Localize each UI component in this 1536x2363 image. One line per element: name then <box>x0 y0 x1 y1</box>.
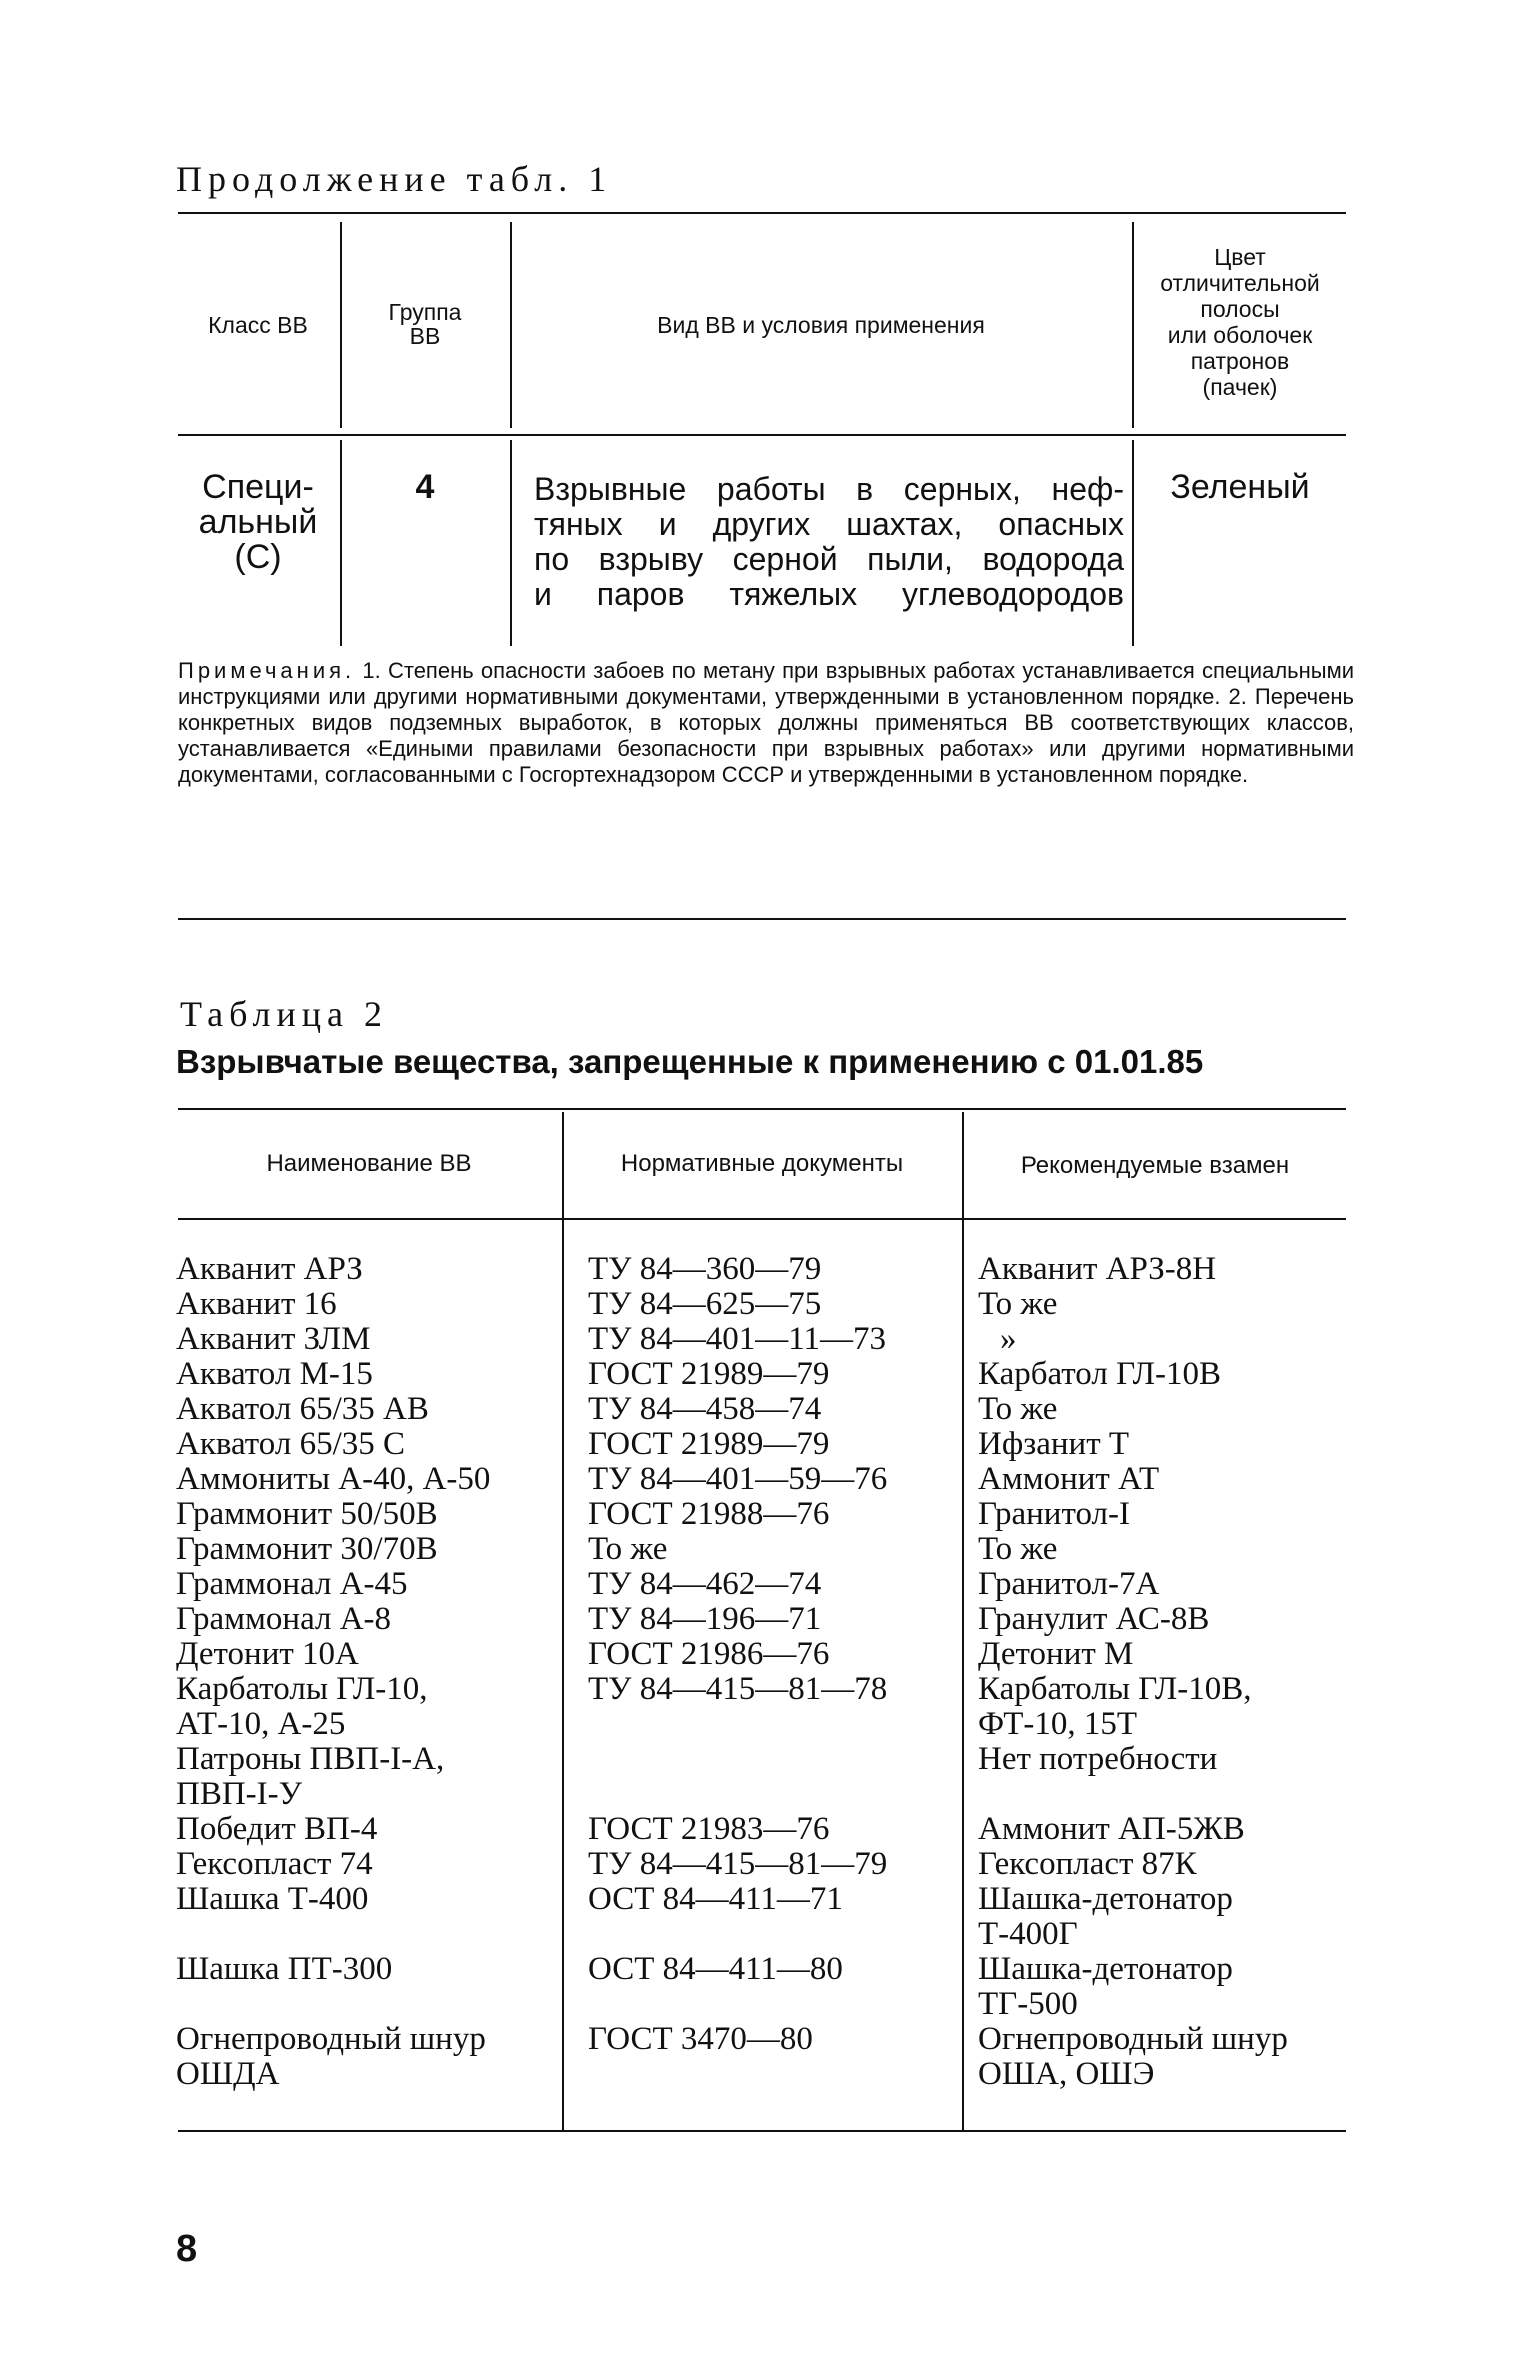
table2-doc-cell <box>588 1777 958 1812</box>
table2-replacement-cell: Аммонит АТ <box>978 1461 1160 1497</box>
table2-name-cell: ОШДА <box>176 2056 280 2092</box>
table1-header-kind: Вид ВВ и условия применения <box>657 312 985 338</box>
table1-header-rule <box>178 434 1346 436</box>
table2-name-cell: Аммониты А-40, А-50 <box>176 1461 491 1497</box>
table2-doc-cell: ТУ 84—401—11—73 <box>588 1321 887 1357</box>
table2-name-cell: Граммонал А-8 <box>176 1601 392 1637</box>
table1-cell-class <box>178 470 338 575</box>
table2-name-cell: Детонит 10А <box>176 1636 359 1672</box>
table1-header-group-line2: ВВ <box>409 323 441 349</box>
table2-name-cell <box>176 1987 556 2022</box>
table1-cell-color: Зеленый <box>1170 468 1310 506</box>
table2-name-cell: Огнепроводный шнур <box>176 2021 486 2057</box>
table1-header-color-line: полосы <box>1200 296 1280 322</box>
table2-replacement-cell: Гексопласт 87К <box>978 1846 1197 1882</box>
table2-replacement-cell: То же <box>978 1391 1058 1427</box>
table2-name-cell: Акватол 65/35 С <box>176 1426 406 1462</box>
table1-header-color-line: отличительной <box>1160 270 1320 296</box>
table2-name-cell: Акватол М-15 <box>176 1356 373 1392</box>
table2-doc-cell <box>588 1917 958 1952</box>
table1-cell-kind-line: Взрывные работы в серных, неф- <box>534 471 1124 507</box>
table2-doc-cell: То же <box>588 1531 668 1567</box>
table2-column-docs <box>588 1252 958 2092</box>
table2-replacement-cell: Ифзанит Т <box>978 1426 1130 1462</box>
table2-top-rule <box>178 1108 1346 1110</box>
table2-replacement-cell: Гранитол-7А <box>978 1566 1160 1602</box>
table1-header-color-line: патронов <box>1190 348 1290 374</box>
table2-name-cell: Шашка Т-400 <box>176 1881 369 1917</box>
table2-name-cell: Акванит АРЗ <box>176 1251 363 1287</box>
table2-doc-cell: ТУ 84—415—81—79 <box>588 1846 888 1882</box>
table2-replacement-cell: Гранитол-I <box>978 1496 1130 1532</box>
table2-doc-cell: ОСТ 84—411—80 <box>588 1951 843 1987</box>
table2-doc-cell: ТУ 84—196—71 <box>588 1601 822 1637</box>
table2-doc-cell: ГОСТ 21989—79 <box>588 1356 830 1392</box>
table1-cell-kind-line: тяных и других шахтах, опасных <box>534 506 1124 542</box>
table1-cell-kind-line: по взрыву серной пыли, водорода <box>534 541 1124 577</box>
table2-replacement-cell: Детонит М <box>978 1636 1134 1672</box>
table2-doc-cell: ГОСТ 21986—76 <box>588 1636 830 1672</box>
table2-doc-cell: ГОСТ 21983—76 <box>588 1811 830 1847</box>
table2-doc-cell: ТУ 84—401—59—76 <box>588 1461 888 1497</box>
table2-name-cell: ПВП-I-У <box>176 1776 303 1812</box>
table2-name-cell: Акванит ЗЛМ <box>176 1321 371 1357</box>
table2-name-cell: Граммонит 50/50В <box>176 1496 438 1532</box>
table2-doc-cell: ТУ 84—458—74 <box>588 1391 822 1427</box>
table1-header-group <box>342 300 508 348</box>
table2-replacement-cell: ФТ-10, 15Т <box>978 1706 1138 1742</box>
table2-name-cell: Гексопласт 74 <box>176 1846 373 1882</box>
table1-header-color-line: Цвет <box>1214 244 1266 270</box>
table2-col-divider-1 <box>562 1112 564 2130</box>
table2-title: Взрывчатые вещества, запрещенные к применению с 01.01.85 <box>176 1043 1204 1080</box>
table2-header-replacement: Рекомендуемые взамен <box>1020 1152 1290 1179</box>
table2-replacement-cell: Гранулит АС-8В <box>978 1601 1210 1637</box>
table1-caption: Продолжение табл. 1 <box>176 159 613 199</box>
table2-replacement-cell: Карбатолы ГЛ-10В, <box>978 1671 1252 1707</box>
table2-doc-cell <box>588 1742 958 1777</box>
table2-replacement-cell: » <box>1000 1321 1017 1357</box>
table2-replacement-cell: Шашка-детонатор <box>978 1951 1233 1987</box>
table2-name-cell: АТ-10, А-25 <box>176 1706 346 1742</box>
table2-replacement-cell: То же <box>978 1286 1058 1322</box>
notes-bottom-rule <box>178 918 1346 920</box>
table2-name-cell: Шашка ПТ-300 <box>176 1951 393 1987</box>
table2-doc-cell: ГОСТ 21988—76 <box>588 1496 830 1532</box>
table2-doc-cell: ТУ 84—625—75 <box>588 1286 822 1322</box>
table2-replacement-cell: ОША, ОШЭ <box>978 2056 1155 2092</box>
table2-doc-cell: ТУ 84—360—79 <box>588 1251 822 1287</box>
table2-replacement-cell: ТГ-500 <box>978 1986 1078 2022</box>
table2-replacement-cell: Аммонит АП-5ЖВ <box>978 1811 1245 1847</box>
table1-header-color-line: или оболочек <box>1167 322 1313 348</box>
table2-doc-cell <box>588 2057 958 2092</box>
table2-replacement-cell <box>978 1777 1344 1812</box>
table1-cell-group: 4 <box>415 468 435 506</box>
table2-replacement-cell: То же <box>978 1531 1058 1567</box>
table1-header-color-line: (пачек) <box>1202 374 1278 400</box>
page-number: 8 <box>176 2228 198 2270</box>
table2-replacement-cell: Карбатол ГЛ-10В <box>978 1356 1222 1392</box>
table1-header-group-line1: Группа <box>388 299 462 325</box>
table2-doc-cell: ТУ 84—415—81—78 <box>588 1671 888 1707</box>
table2-name-cell: Акванит 16 <box>176 1286 337 1322</box>
table2-replacement-cell: Огнепроводный шнур <box>978 2021 1288 2057</box>
table2-header-rule <box>178 1218 1346 1220</box>
table2-doc-cell <box>588 1987 958 2022</box>
table2-doc-cell: ГОСТ 3470—80 <box>588 2021 813 2057</box>
table1-cell-kind <box>534 472 1124 612</box>
table1-notes <box>178 658 1354 788</box>
table1-cell-class-line: альный <box>198 503 318 541</box>
table2-doc-cell: ГОСТ 21989—79 <box>588 1426 830 1462</box>
table1-col-divider-5 <box>510 440 512 646</box>
table2-replacement-cell: Шашка-детонатор <box>978 1881 1233 1917</box>
table1-header-color <box>1134 244 1346 400</box>
table2-name-cell: Карбатолы ГЛ-10, <box>176 1671 428 1707</box>
table2-name-cell <box>176 1917 556 1952</box>
table2-name-cell: Граммонал А-45 <box>176 1566 408 1602</box>
table2-replacement-cell: Т-400Г <box>978 1916 1078 1952</box>
table1-cell-class-line: (С) <box>234 538 282 576</box>
table1-cell-kind-line: и паров тяжелых углеводородов <box>534 576 1124 612</box>
table2-label: Таблица 2 <box>180 994 388 1034</box>
table2-bottom-rule <box>178 2130 1346 2132</box>
table2-header-docs: Нормативные документы <box>620 1150 904 1177</box>
table2-doc-cell: ТУ 84—462—74 <box>588 1566 822 1602</box>
table1-cell-class-line: Специ- <box>202 468 314 506</box>
table1-top-rule <box>178 212 1346 214</box>
table2-name-cell: Патроны ПВП-I-А, <box>176 1741 445 1777</box>
table2-name-cell: Граммонит 30/70В <box>176 1531 438 1567</box>
table2-replacement-cell: Акванит АРЗ-8Н <box>978 1251 1217 1287</box>
table2-name-cell: Победит ВП-4 <box>176 1811 378 1847</box>
notes-label: Примечания. <box>178 658 356 683</box>
table2-doc-cell: ОСТ 84—411—71 <box>588 1881 843 1917</box>
table2-header-name: Наименование ВВ <box>266 1150 472 1177</box>
table2-column-names <box>176 1252 556 2092</box>
table2-name-cell: Акватол 65/35 АВ <box>176 1391 429 1427</box>
table2-column-replacements <box>978 1252 1344 2092</box>
table1-header-class: Класс ВВ <box>208 312 308 338</box>
table2-col-divider-2 <box>962 1112 964 2130</box>
notes-text: 1. Степень опасности забоев по метану при взрывных работах устанавливается специальными инструкциями или другими нормативными документами, утвержденными в установленном порядке. 2. Перечень конкретных видов подземных выработок, в которых должны применяться ВВ соответствующих классов, устанавливается «Едиными правилами безопасности при взрывных работах» или другими нормативными документами, согласованными с Госгортехнадзором СССР и утвержденными в установленном порядке. <box>178 658 1354 787</box>
table2-replacement-cell: Нет потребности <box>978 1741 1218 1777</box>
table2-doc-cell <box>588 1707 958 1742</box>
